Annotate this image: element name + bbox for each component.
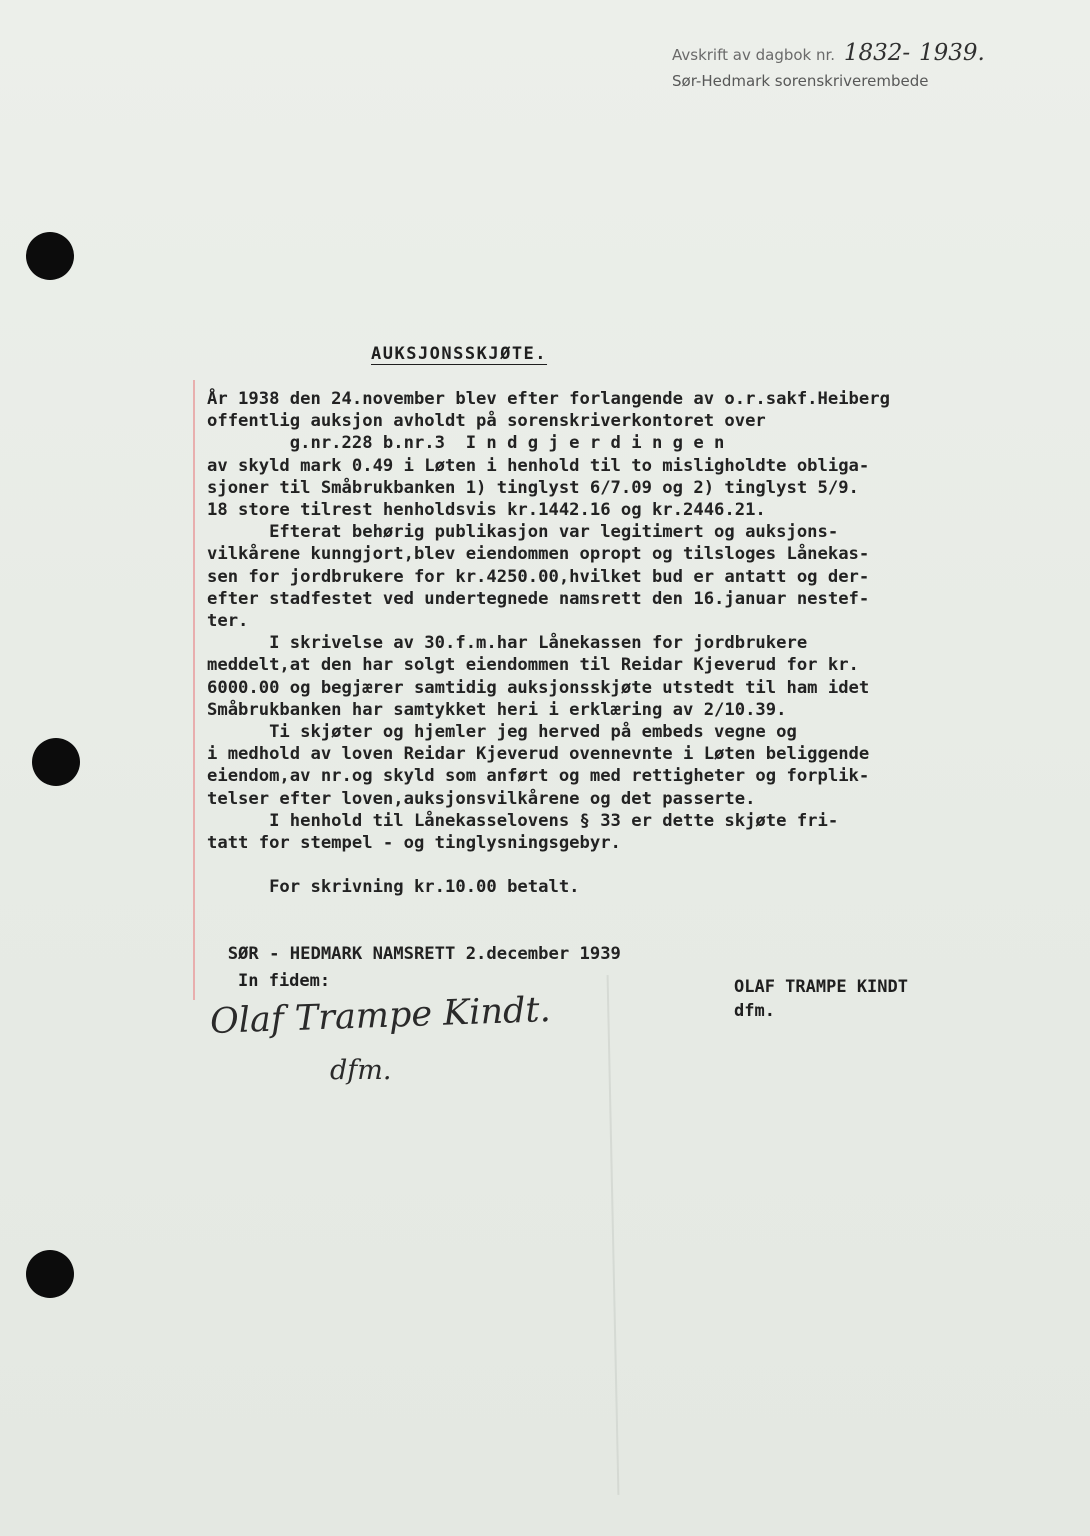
punch-hole-bottom — [26, 1250, 74, 1298]
body-line: tatt for stempel - og tinglysningsgebyr. — [207, 833, 621, 854]
body-line: I henhold til Lånekasselovens § 33 er dette skjøte fri- — [207, 810, 839, 831]
punch-hole-top — [26, 232, 74, 280]
body-line: efter stadfestet ved undertegnede namsrett den 16.januar nestef- — [207, 588, 870, 609]
body-line: i medhold av loven Reidar Kjeverud ovennevnte i Løten beliggende — [207, 744, 870, 765]
header-dagbok-number: 1832- — [843, 40, 911, 66]
body-line: År 1938 den 24.november blev efter forlangende av o.r.sakf.Heiberg — [207, 389, 890, 409]
document-header-stamp — [672, 40, 1032, 90]
body-line: sen for jordbrukere for kr.4250.00,hvilket bud er antatt og der- — [207, 566, 870, 587]
document-body — [207, 388, 1057, 965]
body-line: telser efter loven,auksjonsvilkårene og det passerte. — [207, 788, 756, 809]
body-line: SØR - HEDMARK NAMSRETT 2.december 1939 — [207, 944, 621, 965]
typed-signer-block — [734, 975, 908, 1023]
header-prefix: Avskrift av — [672, 46, 751, 64]
body-line: av skyld mark 0.49 i Løten i henhold til to misligholdte obliga- — [207, 455, 870, 476]
body-line: ter. — [207, 611, 249, 632]
body-line: I skrivelse av 30.f.m.har Lånekassen for jordbrukere — [207, 633, 808, 654]
body-line: 18 store tilrest henholdsvis kr.1442.16 og kr.2446.21. — [207, 500, 766, 521]
body-line: eiendom,av nr.og skyld som anført og med rettigheter og forplik- — [207, 766, 870, 787]
body-line: For skrivning kr.10.00 betalt. — [207, 877, 580, 898]
punch-hole-middle — [32, 738, 80, 786]
in-fidem-label: In fidem: — [238, 971, 331, 991]
document-title: AUKSJONSSKJØTE. — [371, 344, 548, 364]
header-dagbok-label: dagbok nr. — [755, 46, 836, 64]
body-line — [207, 921, 1057, 943]
body-line: sjoner til Småbrukbanken 1) tinglyst 6/7.09 og 2) tinglyst 5/9. — [207, 477, 859, 498]
fold-crease — [607, 975, 620, 1495]
body-line: Ti skjøter og hjemler jeg herved på embeds vegne og — [207, 722, 797, 743]
body-line — [207, 899, 1057, 921]
signer-name: OLAF TRAMPE KINDT — [734, 977, 908, 997]
body-line: 6000.00 og begjærer samtidig auksjonsskjøte utstedt til ham idet — [207, 677, 870, 698]
body-line: Småbrukbanken har samtykket heri i erklæring av 2/10.39. — [207, 699, 787, 720]
body-line: Efterat behørig publikasjon var legitimert og auksjons- — [207, 522, 839, 543]
red-margin-line — [193, 380, 195, 1000]
header-office: Sør-Hedmark sorenskriverembede — [672, 72, 929, 90]
handwritten-signature-title: dfm. — [330, 1055, 392, 1086]
body-line: meddelt,at den har solgt eiendommen til Reidar Kjeverud for kr. — [207, 655, 859, 676]
handwritten-signature: Olaf Trampe Kindt. — [209, 990, 552, 1042]
body-line — [207, 854, 1057, 876]
body-line: offentlig auksjon avholdt på sorenskriverkontoret over — [207, 411, 766, 432]
header-year: 1939. — [918, 40, 985, 66]
signer-title: dfm. — [734, 1001, 775, 1021]
body-line: vilkårene kunngjort,blev eiendommen opropt og tilsloges Lånekas- — [207, 544, 870, 565]
body-line: g.nr.228 b.nr.3 I n d g j e r d i n g e n — [207, 433, 725, 454]
